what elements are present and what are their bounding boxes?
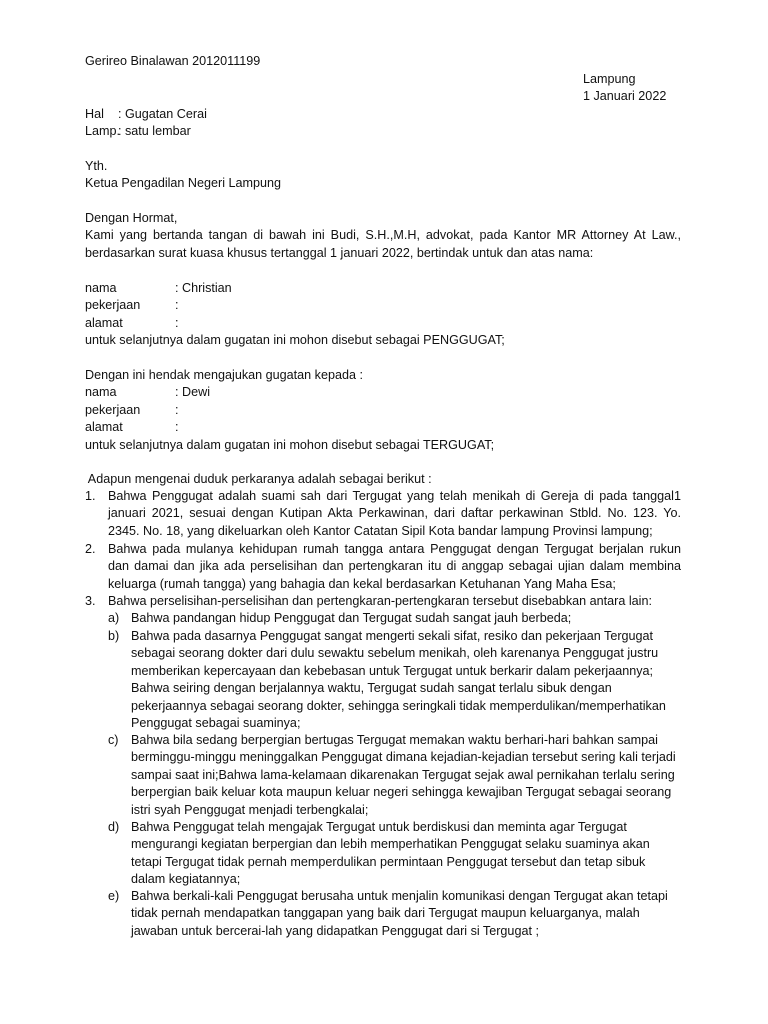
subpoint-line: istri syah Penggugat menjadi terbengkalai;	[131, 802, 369, 817]
subpoint-line: jawaban untuk bercerai-lah yang didapatkan Penggugat dari si Tergugat ;	[131, 923, 539, 938]
point-line: 2345. No. 18, yang dikeluarkan oleh Kantor Catatan Sipil Kota bandar lampung Provinsi lampung;	[108, 523, 653, 538]
defendant-closing: untuk selanjutnya dalam gugatan ini mohon disebut sebagai TERGUGAT;	[85, 437, 495, 452]
header-field-label: Hal	[85, 107, 104, 121]
subpoint-letter: e)	[108, 889, 120, 903]
subpoint-line: memberikan kepercayaan dan kebebasan untuk Tergugat untuk berkarir dalam pekerjaannya;	[131, 663, 654, 678]
plaintiff-closing: untuk selanjutnya dalam gugatan ini mohon disebut sebagai PENGGUGAT;	[85, 333, 505, 348]
plaintiff-block	[85, 280, 681, 350]
subpoint-letter: a)	[108, 611, 120, 625]
subpoint-line: Bahwa berkali-kali Penggugat berusaha untuk menjalin komunikasi dengan Tergugat akan tetapi	[131, 889, 668, 903]
defendant-intro: Dengan ini hendak mengajukan gugatan kepada :	[85, 368, 363, 382]
subpoint-line: Bahwa bila sedang berpergian bertugas Tergugat memakan waktu berhari-hari bahkan sampai	[131, 733, 658, 747]
subpoint-line: Bahwa pada dasarnya Penggugat sangat mengerti sekali sifat, resiko dan pekerjaan Tergugat	[131, 629, 654, 643]
recipient	[85, 158, 681, 193]
author-line: Gerireo Binalawan 2012011199	[85, 54, 261, 68]
subpoint-letter: c)	[108, 733, 119, 747]
place: Lampung	[583, 72, 636, 86]
defendant-field-pekerjaan	[85, 402, 681, 419]
point-3	[108, 593, 681, 610]
field-label: nama	[85, 385, 117, 400]
plaintiff-field-nama	[85, 280, 681, 297]
subpoint-e	[131, 888, 681, 940]
field-label: alamat	[85, 315, 123, 330]
subpoint-letter: b)	[108, 629, 120, 643]
field-label: nama	[85, 281, 117, 295]
plaintiff-field-alamat	[85, 315, 681, 332]
field-label: pekerjaan	[85, 402, 141, 417]
field-label: alamat	[85, 420, 123, 435]
field-value: : Dewi	[175, 385, 210, 400]
point-line: keluarga (rumah tangga) yang bahagia dan kekal berdasarkan Ketuhanan Yang Maha Esa;	[108, 576, 616, 591]
subpoint-line: sebagai seorang dokter dari dulu sewaktu sebelum menikah, oleh karenanya Penggugat justru	[131, 646, 659, 661]
field-value: :	[175, 402, 179, 417]
header-field-lamp	[85, 123, 681, 140]
subpoint-line: tidak pernah mendapatkan tanggapan yang baik dari Tergugat maupun keluarganya, malah	[131, 906, 640, 921]
subpoint-line: Bahwa pandangan hidup Penggugat dan Tergugat sudah sangat jauh berbeda;	[131, 611, 572, 625]
subpoint-line: berpergian baik keluar kota maupun keluar negeri sehingga kewajiban Tergugat sebagai seorang	[131, 785, 672, 800]
point-number: 2.	[85, 542, 96, 556]
field-value: :	[175, 315, 179, 330]
case-intro: Adapun mengenai duduk perkaranya adalah sebagai berikut :	[85, 472, 432, 486]
subpoint-letter: d)	[108, 820, 120, 834]
point-line: dan damai dan jika ada perselisihan dan pertengkaran itu di anggap sebagai ujian dalam membina	[108, 559, 681, 574]
recipient-yth: Yth.	[85, 159, 108, 173]
header-field-value: : satu lembar	[118, 124, 191, 139]
subpoint-line: pekerjaannya sebagai seorang dokter, sehingga seringkali tidak memperdulikan/memperhatikan	[131, 698, 666, 713]
header-fields	[85, 106, 681, 141]
defendant-field-nama	[85, 384, 681, 401]
subpoint-b	[131, 628, 681, 732]
plaintiff-field-pekerjaan	[85, 297, 681, 314]
greeting: Dengan Hormat,	[85, 211, 178, 225]
subpoint-line: Penggugat sebagai suaminya;	[131, 716, 301, 731]
subpoint-line: berminggu-minggu meninggalkan Penggugat dimana kejadian-kejadian tersebut sering kali terjadi	[131, 750, 676, 765]
point-number: 1.	[85, 489, 96, 503]
header-field-label: Lamp.	[85, 124, 121, 139]
subpoint-line: Bahwa Penggugat telah mengajak Tergugat untuk berdiskusi dan meminta agar Tergugat	[131, 820, 627, 834]
subpoint-line: dalam kegiatannya;	[131, 872, 241, 887]
point-line: Bahwa Penggugat adalah suami sah dari Tergugat yang telah menikah di Gereja di pada tanggal1	[108, 489, 681, 503]
field-value: :	[175, 420, 179, 435]
date: 1 Januari 2022	[583, 89, 667, 103]
point-line: Bahwa pada mulanya kehidupan rumah tangga antara Penggugat dengan Tergugat berjalan rukun	[108, 542, 681, 556]
point-number: 3.	[85, 594, 96, 608]
header-field-value: : Gugatan Cerai	[118, 107, 207, 121]
subpoint-d	[131, 819, 681, 889]
subpoint-line: Bahwa seiring dengan berjalannya waktu, Tergugat sudah sangat terlalu sibuk dengan	[131, 681, 612, 696]
intro-line: Kami yang bertanda tangan di bawah ini Budi, S.H.,M.H, advokat, pada Kantor MR Attorney At Law.,	[85, 228, 681, 243]
defendant-block	[85, 367, 681, 454]
point-line: januari 2021, sesuai dengan Kutipan Akta Perkawinan, dari daftar perkawinan Stbld. No. 123. Yo.	[108, 506, 681, 521]
point-line: Bahwa perselisihan-perselisihan dan pertengkaran-pertengkaran tersebut disebabkan antara lain:	[108, 594, 652, 608]
defendant-field-alamat	[85, 419, 681, 436]
subpoint-line: tetapi Tergugat tidak pernah memperdulikan permintaan Penggugat tersebut dan tetap sibuk	[131, 854, 646, 869]
subpoint-c	[131, 732, 681, 819]
field-value: :	[175, 298, 179, 313]
recipient-name: Ketua Pengadilan Negeri Lampung	[85, 176, 282, 191]
header-field-hal	[85, 106, 681, 123]
field-value: : Christian	[175, 281, 232, 295]
subpoint-a	[131, 610, 681, 627]
field-label: pekerjaan	[85, 298, 141, 313]
point-2	[108, 541, 681, 593]
subpoint-line: mengurangi kegiatan berpergian dan lebih memperhatikan Penggugat selaku suaminya akan	[131, 837, 650, 852]
intro-line: berdasarkan surat kuasa khusus tertanggal 1 januari 2022, bertindak untuk dan atas nama:	[85, 245, 594, 260]
intro-block	[85, 210, 681, 262]
subpoint-line: sampai saat ini;Bahwa lama-kelamaan dikarenakan Tergugat sejak awal pernikahan terlalu sering	[131, 767, 675, 782]
point-1	[108, 488, 681, 540]
